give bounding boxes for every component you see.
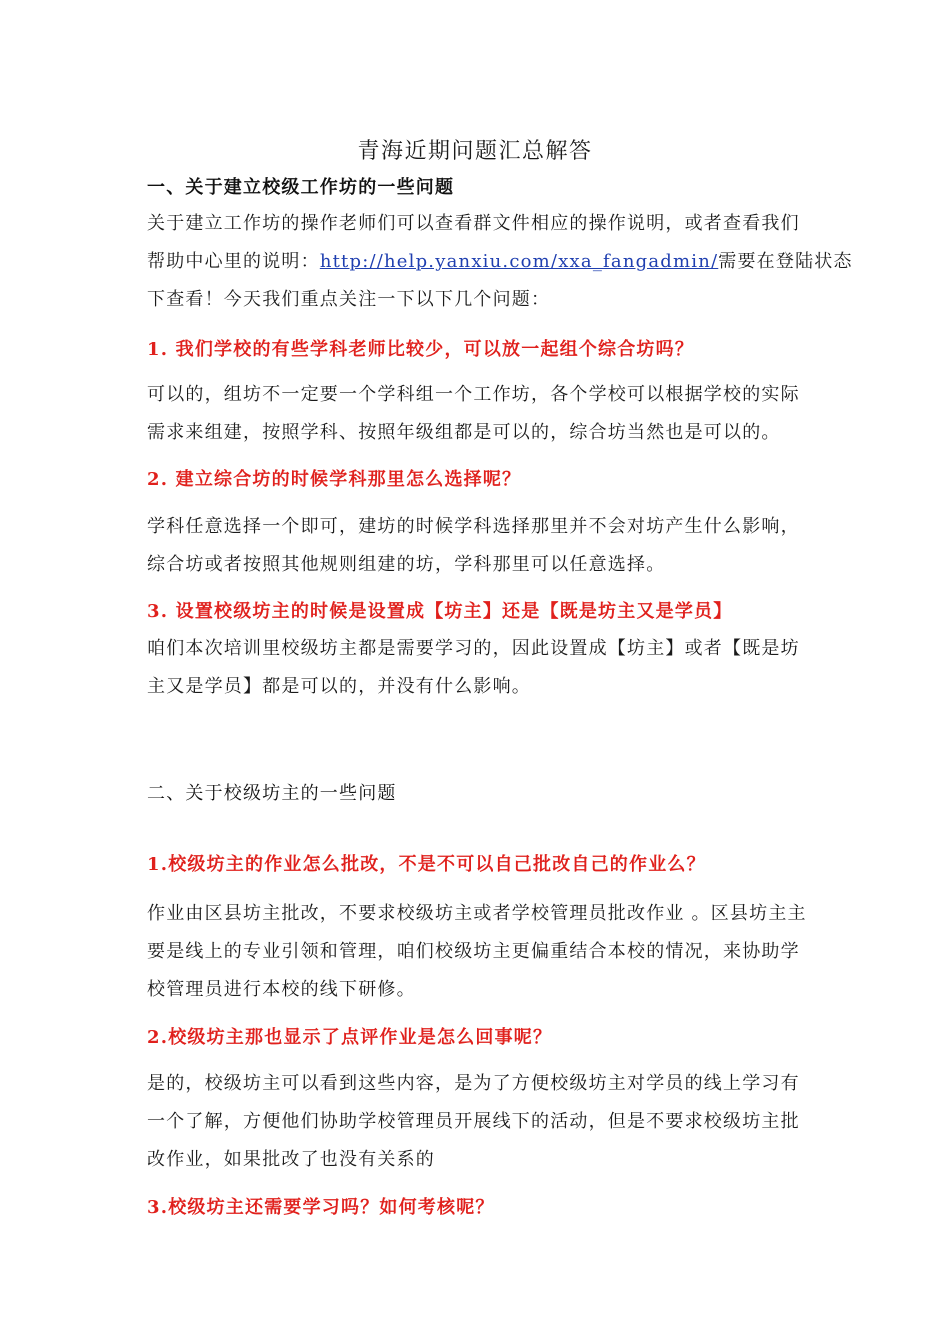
- section2-heading: 二、关于校级坊主的一些问题: [147, 783, 397, 804]
- section2-answer-1-line2: 要是线上的专业引领和管理，咱们校级坊主更偏重结合本校的情况，来协助学: [147, 941, 800, 962]
- section2-question-1: 1.校级坊主的作业怎么批改，不是不可以自己批改自己的作业么？: [147, 854, 706, 875]
- document-title: 青海近期问题汇总解答: [357, 139, 593, 164]
- section2-answer-1-line3: 校管理员进行本校的线下研修。: [147, 979, 416, 1000]
- section1-intro-line2: [147, 249, 853, 275]
- section1-heading: 一、关于建立校级工作坊的一些问题: [147, 177, 455, 198]
- section2-answer-2-line1: 是的，校级坊主可以看到这些内容，是为了方便校级坊主对学员的线上学习有: [147, 1073, 800, 1094]
- section1-question-2: 2. 建立综合坊的时候学科那里怎么选择呢？: [147, 469, 522, 490]
- intro-text-before-link: 帮助中心里的说明：: [147, 251, 320, 272]
- section2-question-2: 2.校级坊主那也显示了点评作业是怎么回事呢？: [147, 1027, 553, 1048]
- section1-answer-2-line2: 综合坊或者按照其他规则组建的坊，学科那里可以任意选择。: [147, 554, 666, 575]
- section1-question-3: 3. 设置校级坊主的时候是设置成【坊主】还是【既是坊主又是学员】: [147, 601, 733, 622]
- section1-intro-line1: 关于建立工作坊的操作老师们可以查看群文件相应的操作说明，或者查看我们: [147, 213, 800, 234]
- section1-intro-line3: 下查看！今天我们重点关注一下以下几个问题：: [147, 289, 551, 310]
- section2-answer-2-line3: 改作业，如果批改了也没有关系的: [147, 1149, 435, 1170]
- section1-answer-2-line1: 学科任意选择一个即可，建坊的时候学科选择那里并不会对坊产生什么影响，: [147, 516, 800, 537]
- section2-answer-2-line2: 一个了解，方便他们协助学校管理员开展线下的活动，但是不要求校级坊主批: [147, 1111, 800, 1132]
- intro-text-after-link: 需要在登陆状态: [718, 251, 853, 272]
- section2-question-3: 3.校级坊主还需要学习吗？如何考核呢？: [147, 1197, 495, 1218]
- help-center-link[interactable]: http://help.yanxiu.com/xxa_fangadmin/: [319, 251, 719, 272]
- section1-answer-1-line1: 可以的，组坊不一定要一个学科组一个工作坊，各个学校可以根据学校的实际: [147, 384, 800, 405]
- section1-answer-3-line2: 主又是学员】都是可以的，并没有什么影响。: [147, 676, 531, 697]
- section1-answer-3-line1: 咱们本次培训里校级坊主都是需要学习的，因此设置成【坊主】或者【既是坊: [147, 638, 800, 659]
- section1-answer-1-line2: 需求来组建，按照学科、按照年级组都是可以的，综合坊当然也是可以的。: [147, 422, 781, 443]
- section1-question-1: 1. 我们学校的有些学科老师比较少，可以放一起组个综合坊吗？: [147, 339, 695, 360]
- section2-answer-1-line1: 作业由区县坊主批改，不要求校级坊主或者学校管理员批改作业 。区县坊主主: [147, 903, 807, 924]
